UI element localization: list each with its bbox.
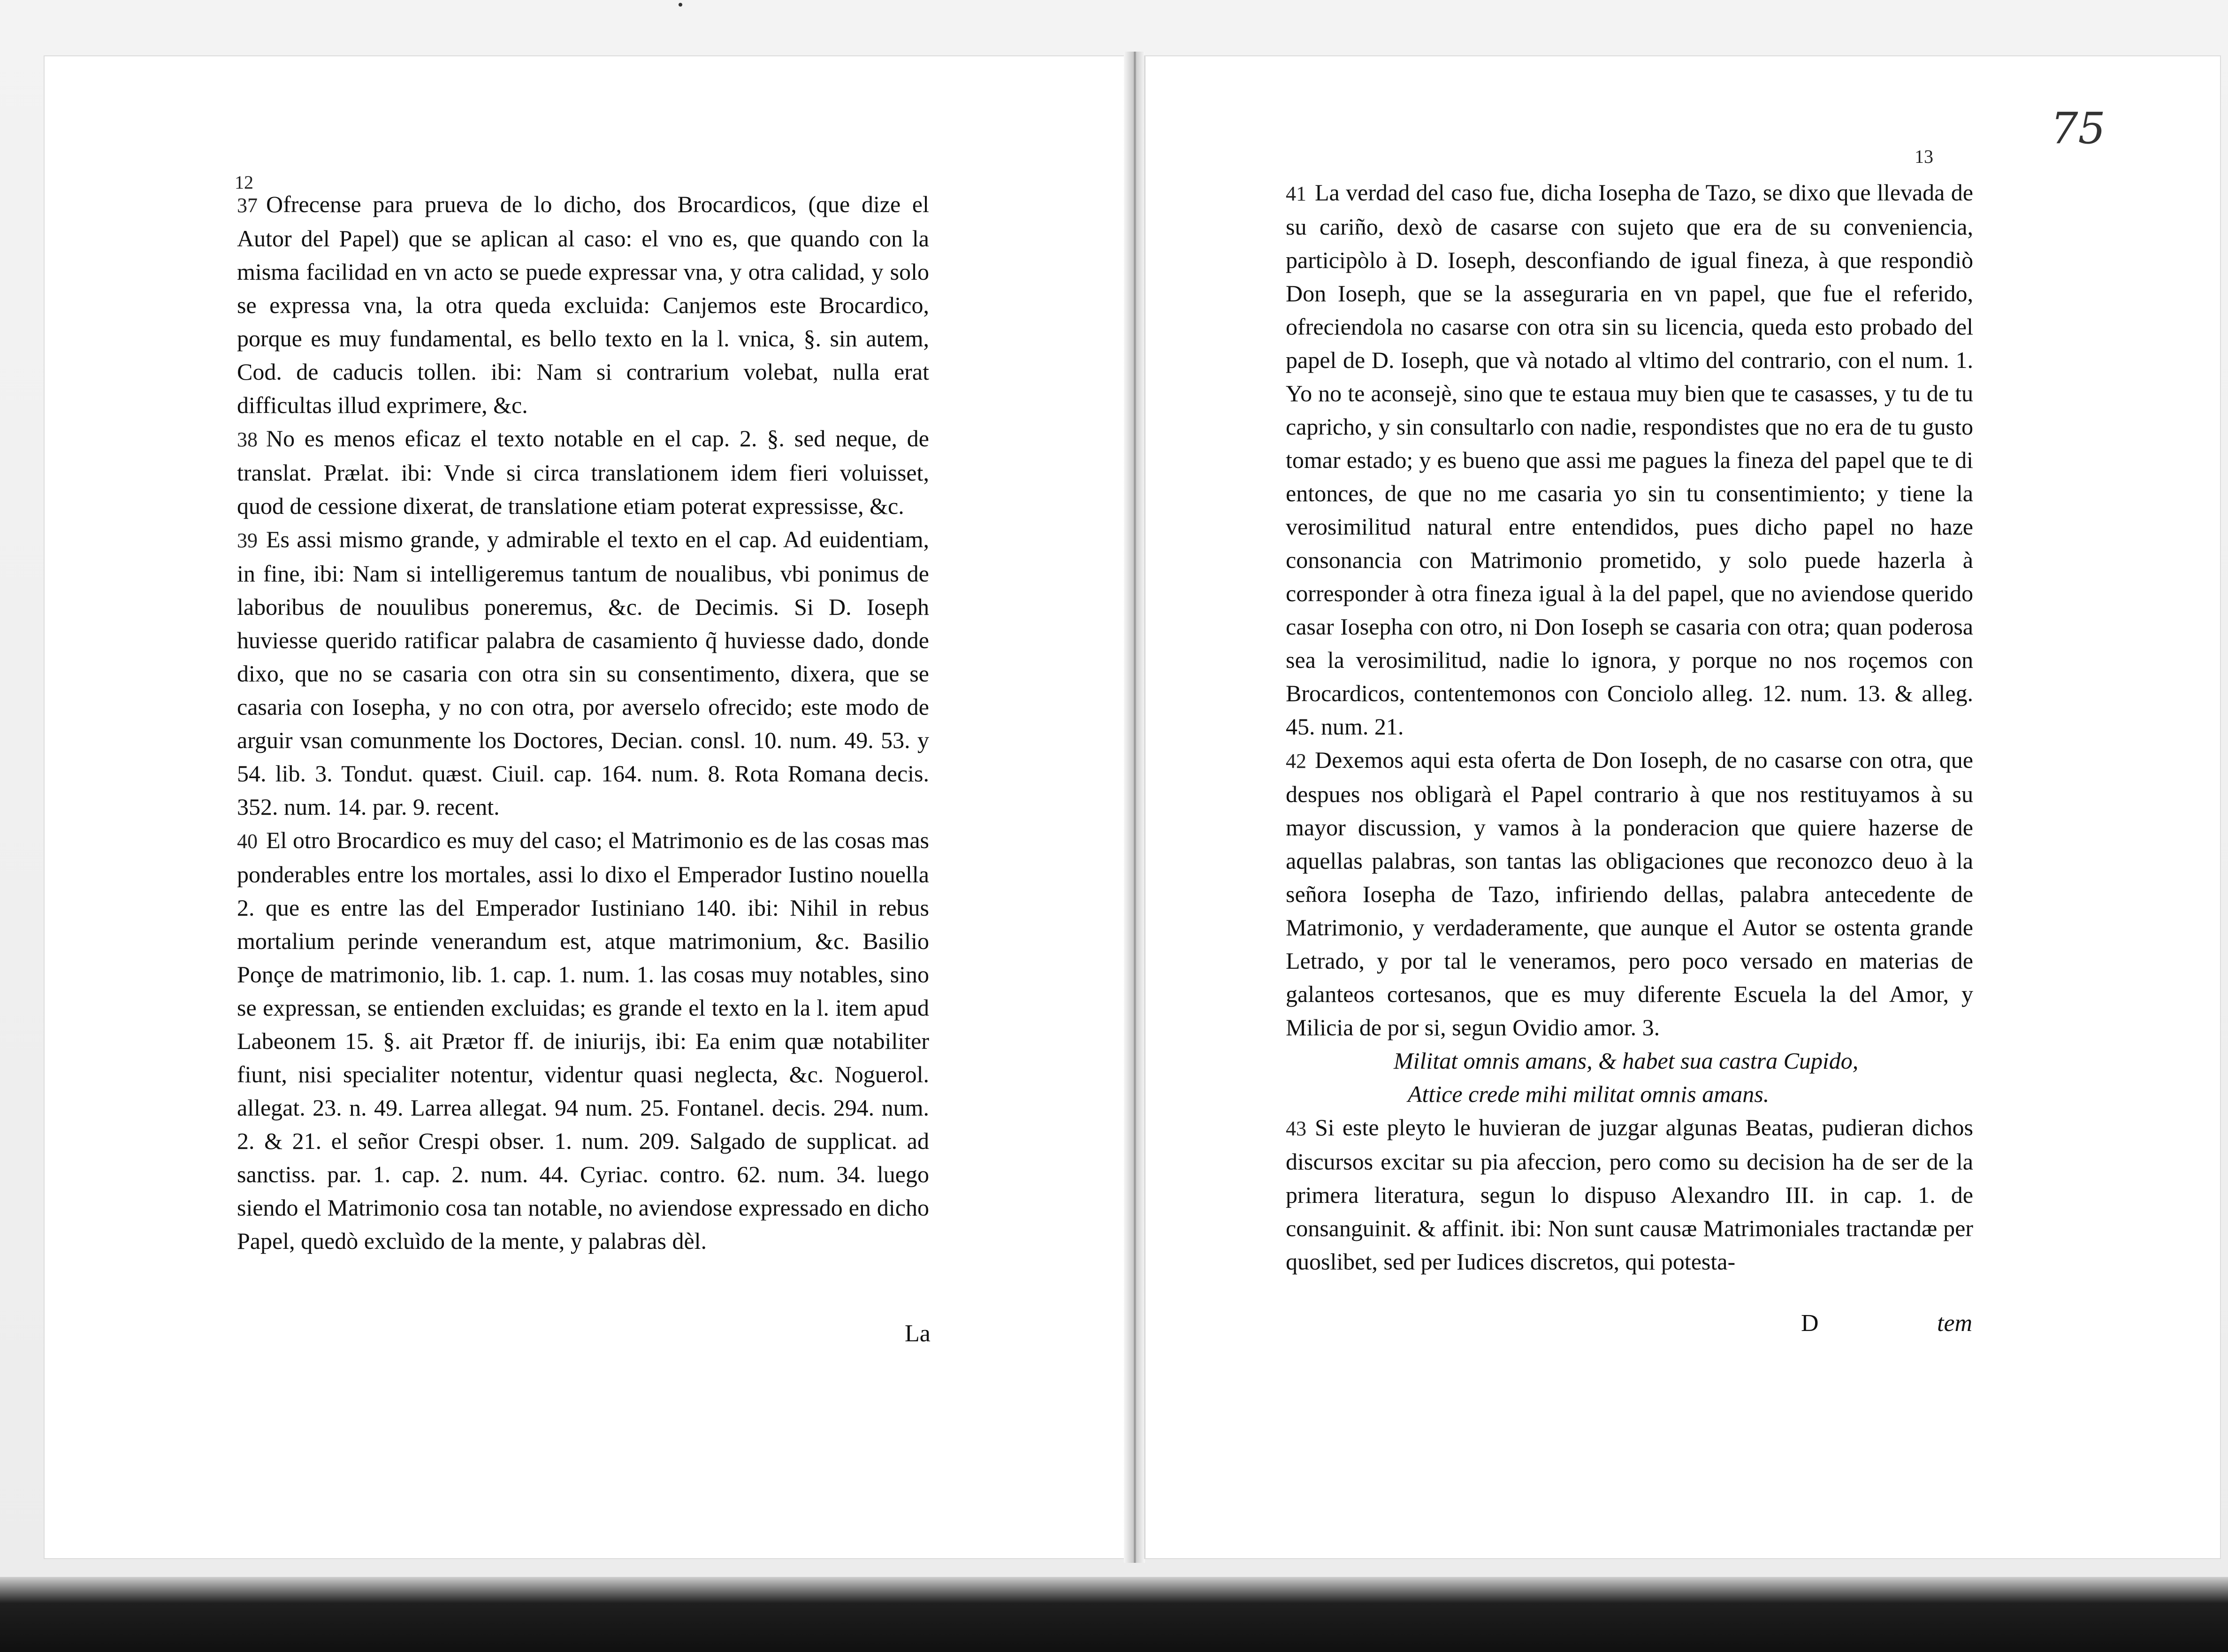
paragraph-text: Si este pleyto le huvieran de juzgar algunas Beatas, pudieran dichos discursos excitar su pia afeccion, pero como su decision ha de ser de la primera literatura, segun lo dispuso Alexandro III. in cap. 1. de consanguinit. & affinit. ibi: Non sunt causæ Matrimoniales tractandæ per quoslibet, sed per Iudices discretos, qui potesta- [1286, 1114, 1973, 1275]
paragraph-39 [237, 523, 929, 824]
left-page-number: 12 [235, 172, 253, 193]
book-gutter [1124, 52, 1145, 1563]
paragraph-number: 41 [1286, 182, 1306, 205]
scan-bottom-edge [0, 1577, 2228, 1652]
right-page-body [1286, 176, 1973, 1278]
paragraph-42 [1286, 743, 1973, 1044]
paragraph-43 [1286, 1111, 1973, 1278]
paragraph-number: 39 [237, 529, 258, 552]
paragraph-number: 42 [1286, 750, 1306, 772]
signature-mark: D [1801, 1310, 1819, 1337]
paragraph-text: Dexemos aqui esta oferta de Don Ioseph, de no casarse con otra, que despues nos obligarà el Papel contrario à que nos restituyamos à su mayor discussion, y vamos à la ponderacion que quiere hazerse de aquellas palabras, son tantas las obligaciones que reconozco deuo à la señora Iosepha de Tazo, infiriendo dellas, palabra antecedente de Matrimonio, y verdaderamente, que aunque el Autor se ostenta grande Letrado, y por tal le veneramos, pero poco versado en materias de galanteos cortesanos, que es muy diferente Escuela la del Amor, y Milicia de por si, segun Ovidio amor. 3. [1286, 747, 1973, 1040]
right-page-number: 13 [1915, 146, 1933, 167]
left-page-body [237, 188, 929, 1258]
paragraph-40 [237, 824, 929, 1258]
verse-line-2: Attice crede mihi militat omnis amans. [1408, 1081, 1770, 1107]
paragraph-text: El otro Brocardico es muy del caso; el Matrimonio es de las cosas mas ponderables entre los mortales, assi lo dixo el Emperador Iustino nouella 2. que es entre las del Emperador Iustiniano 140. ibi: Nihil in rebus mortalium perinde venerandum est, atque matrimonium, &c. Basilio Ponçe de matrimonio, lib. 1. cap. 1. num. 1. las cosas muy notables, sino se expressan, se entienden excluidas; es grande el texto en la l. item apud Labeonem 15. §. ait Prætor ff. de iniurijs, ibi: Ea enim quæ notabiliter fiunt, nisi specialiter notentur, videntur quasi neglecta, &c. Noguerol. allegat. 23. n. 49. Larrea allegat. 94 num. 25. Fontanel. decis. 294. num. 2. & 21. el señor Crespi obser. 1. num. 209. Salgado de supplicat. ad sanctiss. par. 1. cap. 2. num. 44. Cyriac. contro. 62. num. 34. luego siendo el Matrimonio cosa tan notable, no aviendose expressado en dicho Papel, quedò excluìdo de la mente, y palabras dèl. [237, 827, 929, 1254]
paragraph-number: 38 [237, 428, 258, 451]
scan-speck [679, 3, 682, 7]
paragraph-text: Ofrecense para prueva de lo dicho, dos Brocardicos, (que dize el Autor del Papel) que se aplican al caso: el vno es, que quando con la misma facilidad en vn acto se puede expressar vna, y otra calidad, y solo se expressa vna, la otra queda excluida: Canjemos este Brocardico, porque es muy fundamental, es bello texto en la l. vnica, §. sin autem, Cod. de caducis tollen. ibi: Nam si contrarium volebat, nulla erat difficultas illud exprimere, &c. [237, 191, 929, 418]
paragraph-text: No es menos eficaz el texto notable en el cap. 2. §. sed neque, de translat. Prælat. ibi: Vnde si circa translationem idem fieri voluisset, quod de cessione dixerat, de translatione etiam poterat expressisse, &c. [237, 425, 929, 519]
paragraph-text: La verdad del caso fue, dicha Iosepha de Tazo, se dixo que llevada de su cariño, dexò de casarse con sujeto que era de su conveniencia, participòlo à D. Ioseph, desconfiando de igual fineza, à que respondiò Don Ioseph, que se la asseguraria en vn papel, que fue el referido, ofreciendola no casarse con otra sin su licencia, queda esto probado del papel de D. Ioseph, que và notado al vltimo del contrario, con el num. 1. Yo no te aconsejè, sino que te estaua muy bien que te casasses, y tu de tu capricho, y sin consultarlo con nadie, respondistes que no era de tu gusto tomar estado; y es bueno que assi me pagues la fineza del papel que te di entonces, de que no me casaria yo sin tu consentimiento; y tiene la verosimilitud natural entre entendidos, pues dicho papel no haze consonancia con Matrimonio prometido, y solo puede hazerla à corresponder à otra fineza igual à la del papel, que no aviendose querido casar Iosepha con otro, ni Don Ioseph se casaria con otra; quan poderosa sea la verosimilitud, nadie lo ignora, y porque no nos roçemos con Brocardicos, contentemonos con Conciolo alleg. 12. num. 13. & alleg. 45. num. 21. [1286, 179, 1973, 740]
paragraph-37 [237, 188, 929, 422]
paragraph-number: 43 [1286, 1117, 1306, 1140]
left-catchword: La [905, 1320, 931, 1347]
paragraph-text: Es assi mismo grande, y admirable el texto en el cap. Ad euidentiam, in fine, ibi: Nam si intelligeremus tantum de noualibus, vbi ponimus de laboribus de nouulibus poneremus, &c. de Decimis. Si D. Ioseph huviesse querido ratificar palabra de casamiento q̃ huviesse dado, donde dixo, que no se casaria con otra sin su consentimento, dixera, que se casaria con Iosepha, y no con otra, por averselo ofrecido; este modo de arguir vsan comunmente los Doctores, Decian. consl. 10. num. 49. 53. y 54. lib. 3. Tondut. quæst. Ciuil. cap. 164. num. 8. Rota Romana decis. 352. num. 14. par. 9. recent. [237, 526, 929, 820]
paragraph-number: 37 [237, 194, 258, 217]
verse-line-1: Militat omnis amans, & habet sua castra Cupido, [1394, 1048, 1859, 1074]
paragraph-38 [237, 422, 929, 523]
right-catchword: tem [1937, 1310, 1973, 1337]
paragraph-41 [1286, 176, 1973, 743]
folio-handwritten-number: 75 [2051, 103, 2106, 153]
paragraph-number: 40 [237, 830, 258, 853]
